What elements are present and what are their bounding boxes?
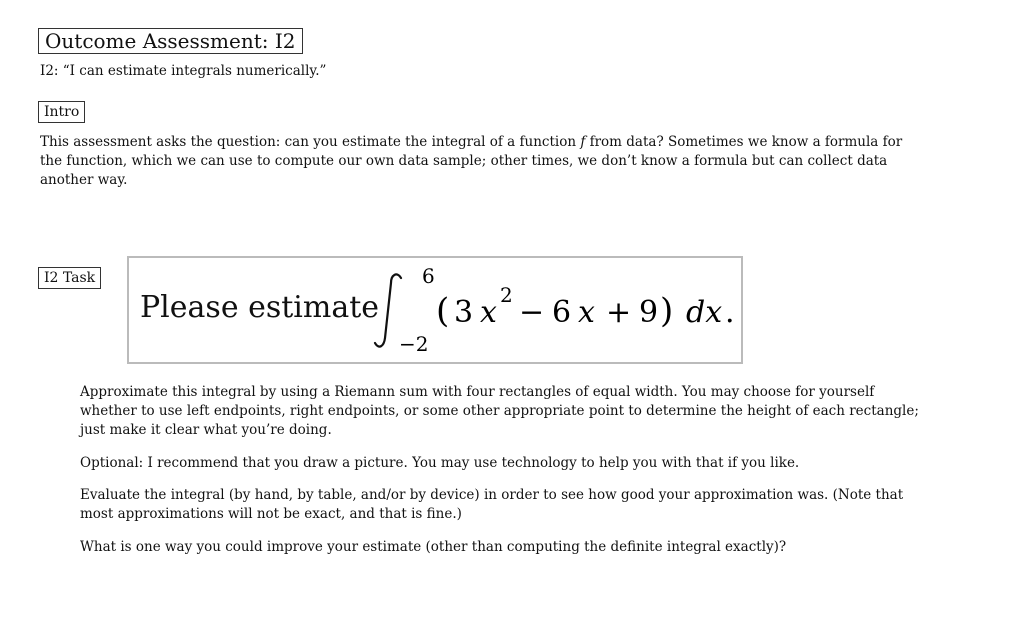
optional-instruction: Optional: I recommend that you draw a picture. You may use technology to help you with that if you like. (80, 455, 800, 471)
task-prompt: Please estimate (140, 290, 380, 325)
constant-term: 9 (639, 295, 659, 330)
exponent: 2 (500, 283, 513, 307)
period: . (725, 295, 735, 330)
term2-coefficient: 6 (552, 295, 572, 330)
intro-text-start: This assessment asks the question: can you estimate the integral of a function (40, 134, 581, 150)
intro-paragraph (40, 133, 920, 190)
upper-limit: 6 (422, 264, 435, 288)
task-label: I2 Task (38, 267, 101, 289)
intro-text-end: from data? Sometimes we know a formula for the function, which we can use to compute our own data sample; other times, we don’t know a formula but can collect data another way. (40, 134, 903, 188)
function-symbol: f (580, 134, 586, 150)
term2-variable: x (578, 295, 595, 330)
minus-sign: − (519, 295, 545, 330)
outcome-statement: I2: “I can estimate integrals numerically.” (40, 63, 327, 79)
evaluate-instruction: Evaluate the integral (by hand, by table, and/or by device) in order to see how good your approximation was. (Note that most approximations will not be exact, and that is fine.) (80, 487, 904, 522)
integral-expression (129, 258, 741, 362)
task-box (127, 256, 743, 364)
improve-question: What is one way you could improve your estimate (other than computing the definite integral exactly)? (80, 539, 787, 555)
riemann-instruction: Approximate this integral by using a Riemann sum with four rectangles of equal width. You may choose for yourself whether to use left endpoints, right endpoints, or some other appropriate point to determine the height of each rectangle; just make it clear what you’re doing. (80, 384, 919, 438)
differential: dx (686, 295, 723, 330)
term1-coefficient: 3 (454, 295, 474, 330)
close-paren: ) (660, 291, 674, 331)
integral-sign (375, 274, 401, 346)
page-title: Outcome Assessment: I2 (38, 28, 303, 54)
plus-sign: + (606, 295, 632, 330)
open-paren: ( (436, 291, 450, 331)
lower-limit: −2 (399, 332, 429, 356)
term1-variable: x (480, 295, 497, 330)
intro-label: Intro (38, 101, 85, 123)
